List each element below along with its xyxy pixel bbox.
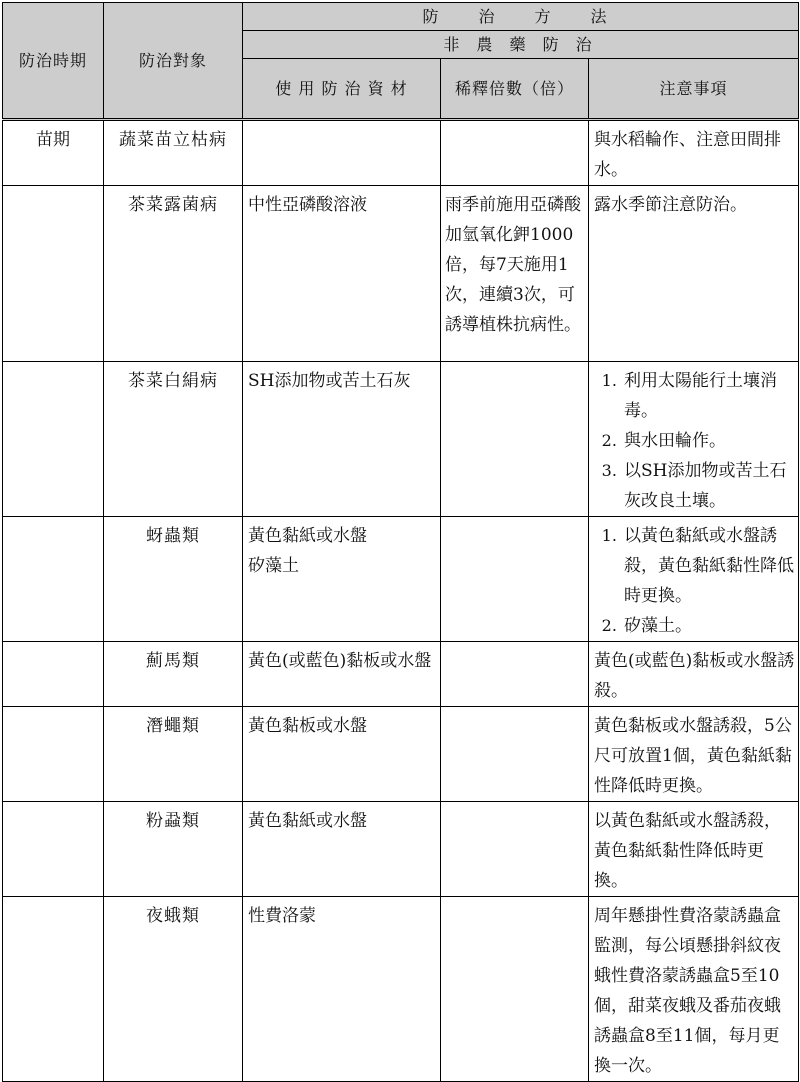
table-row bbox=[3, 802, 799, 897]
cell-notes: 黃色黏板或水盤誘殺，5公尺可放置1個，黃色黏紙黏性降低時更換。 bbox=[589, 707, 799, 802]
cell-material bbox=[243, 120, 441, 186]
cell-notes: 露水季節注意防治。 bbox=[589, 186, 799, 362]
cell-target: 夜蛾類 bbox=[104, 897, 243, 1082]
cell-period bbox=[3, 517, 104, 642]
cell-dilution bbox=[441, 517, 589, 642]
cell-target: 潛蠅類 bbox=[104, 707, 243, 802]
cell-period bbox=[3, 707, 104, 802]
list-item: 1. 以黃色黏紙或水盤誘殺，黃色黏紙黏性降低時更換。 bbox=[622, 521, 795, 611]
cell-notes: 周年懸掛性費洛蒙誘蟲盒監測，每公頃懸掛斜紋夜蛾性費洛蒙誘蟲盒5至10個，甜菜夜蛾及番茄夜蛾誘蟲盒8至11個，每月更換一次。 bbox=[589, 897, 799, 1082]
cell-period bbox=[3, 897, 104, 1082]
header-target: 防治對象 bbox=[104, 3, 243, 120]
table-row bbox=[3, 897, 799, 1082]
cell-material: 黃色(或藍色)黏板或水盤 bbox=[243, 642, 441, 707]
list-item: 3. 以SH添加物或苦土石灰改良土壤。 bbox=[622, 456, 795, 516]
cell-dilution bbox=[441, 897, 589, 1082]
cell-material: SH添加物或苦土石灰 bbox=[243, 362, 441, 517]
header-dilution: 稀釋倍數（倍） bbox=[441, 59, 589, 120]
cell-period: 苗期 bbox=[3, 120, 104, 186]
header-material: 使 用 防 治 資 材 bbox=[243, 59, 441, 120]
cell-target: 蔬菜苗立枯病 bbox=[104, 120, 243, 186]
header-non-pesticide: 非 農 藥 防 治 bbox=[243, 31, 799, 59]
header-period: 防治時期 bbox=[3, 3, 104, 120]
cell-notes: 以黃色黏紙或水盤誘殺，黃色黏紙黏性降低時更換。 bbox=[589, 802, 799, 897]
header-notes: 注意事項 bbox=[589, 59, 799, 120]
cell-material: 性費洛蒙 bbox=[243, 897, 441, 1082]
cell-dilution: 雨季前施用亞磷酸加氫氧化鉀1000倍，每7天施用1次，連續3次，可誘導植株抗病性。 bbox=[441, 186, 589, 362]
cell-material: 中性亞磷酸溶液 bbox=[243, 186, 441, 362]
cell-dilution bbox=[441, 362, 589, 517]
cell-target: 粉蝨類 bbox=[104, 802, 243, 897]
header-method: 防 治 方 法 bbox=[243, 3, 799, 31]
list-item: 2. 矽藻土。 bbox=[622, 611, 795, 641]
cell-target: 茶菜露菌病 bbox=[104, 186, 243, 362]
cell-material: 黃色黏板或水盤 bbox=[243, 707, 441, 802]
notes-list bbox=[594, 366, 795, 516]
table-row bbox=[3, 186, 799, 362]
cell-period bbox=[3, 642, 104, 707]
cell-target: 薊馬類 bbox=[104, 642, 243, 707]
list-item: 1. 利用太陽能行土壤消毒。 bbox=[622, 366, 795, 426]
cell-dilution bbox=[441, 120, 589, 186]
list-item: 2. 與水田輪作。 bbox=[622, 426, 795, 456]
cell-period bbox=[3, 802, 104, 897]
cell-dilution bbox=[441, 707, 589, 802]
table-row bbox=[3, 707, 799, 802]
cell-material: 黃色黏紙或水盤 矽藻土 bbox=[243, 517, 441, 642]
cell-dilution bbox=[441, 642, 589, 707]
cell-notes: 與水稻輪作、注意田間排水。 bbox=[589, 120, 799, 186]
table-row bbox=[3, 362, 799, 517]
cell-material: 黃色黏紙或水盤 bbox=[243, 802, 441, 897]
cell-target: 蚜蟲類 bbox=[104, 517, 243, 642]
cell-period bbox=[3, 362, 104, 517]
cell-target: 茶菜白絹病 bbox=[104, 362, 243, 517]
table-row bbox=[3, 642, 799, 707]
cell-dilution bbox=[441, 802, 589, 897]
table-row bbox=[3, 517, 799, 642]
pest-control-table bbox=[2, 2, 799, 1082]
cell-notes: 黃色(或藍色)黏板或水盤誘殺。 bbox=[589, 642, 799, 707]
cell-period bbox=[3, 186, 104, 362]
cell-notes bbox=[589, 362, 799, 517]
table-header bbox=[3, 3, 799, 120]
notes-list bbox=[594, 521, 795, 641]
table-row bbox=[3, 120, 799, 186]
cell-notes bbox=[589, 517, 799, 642]
